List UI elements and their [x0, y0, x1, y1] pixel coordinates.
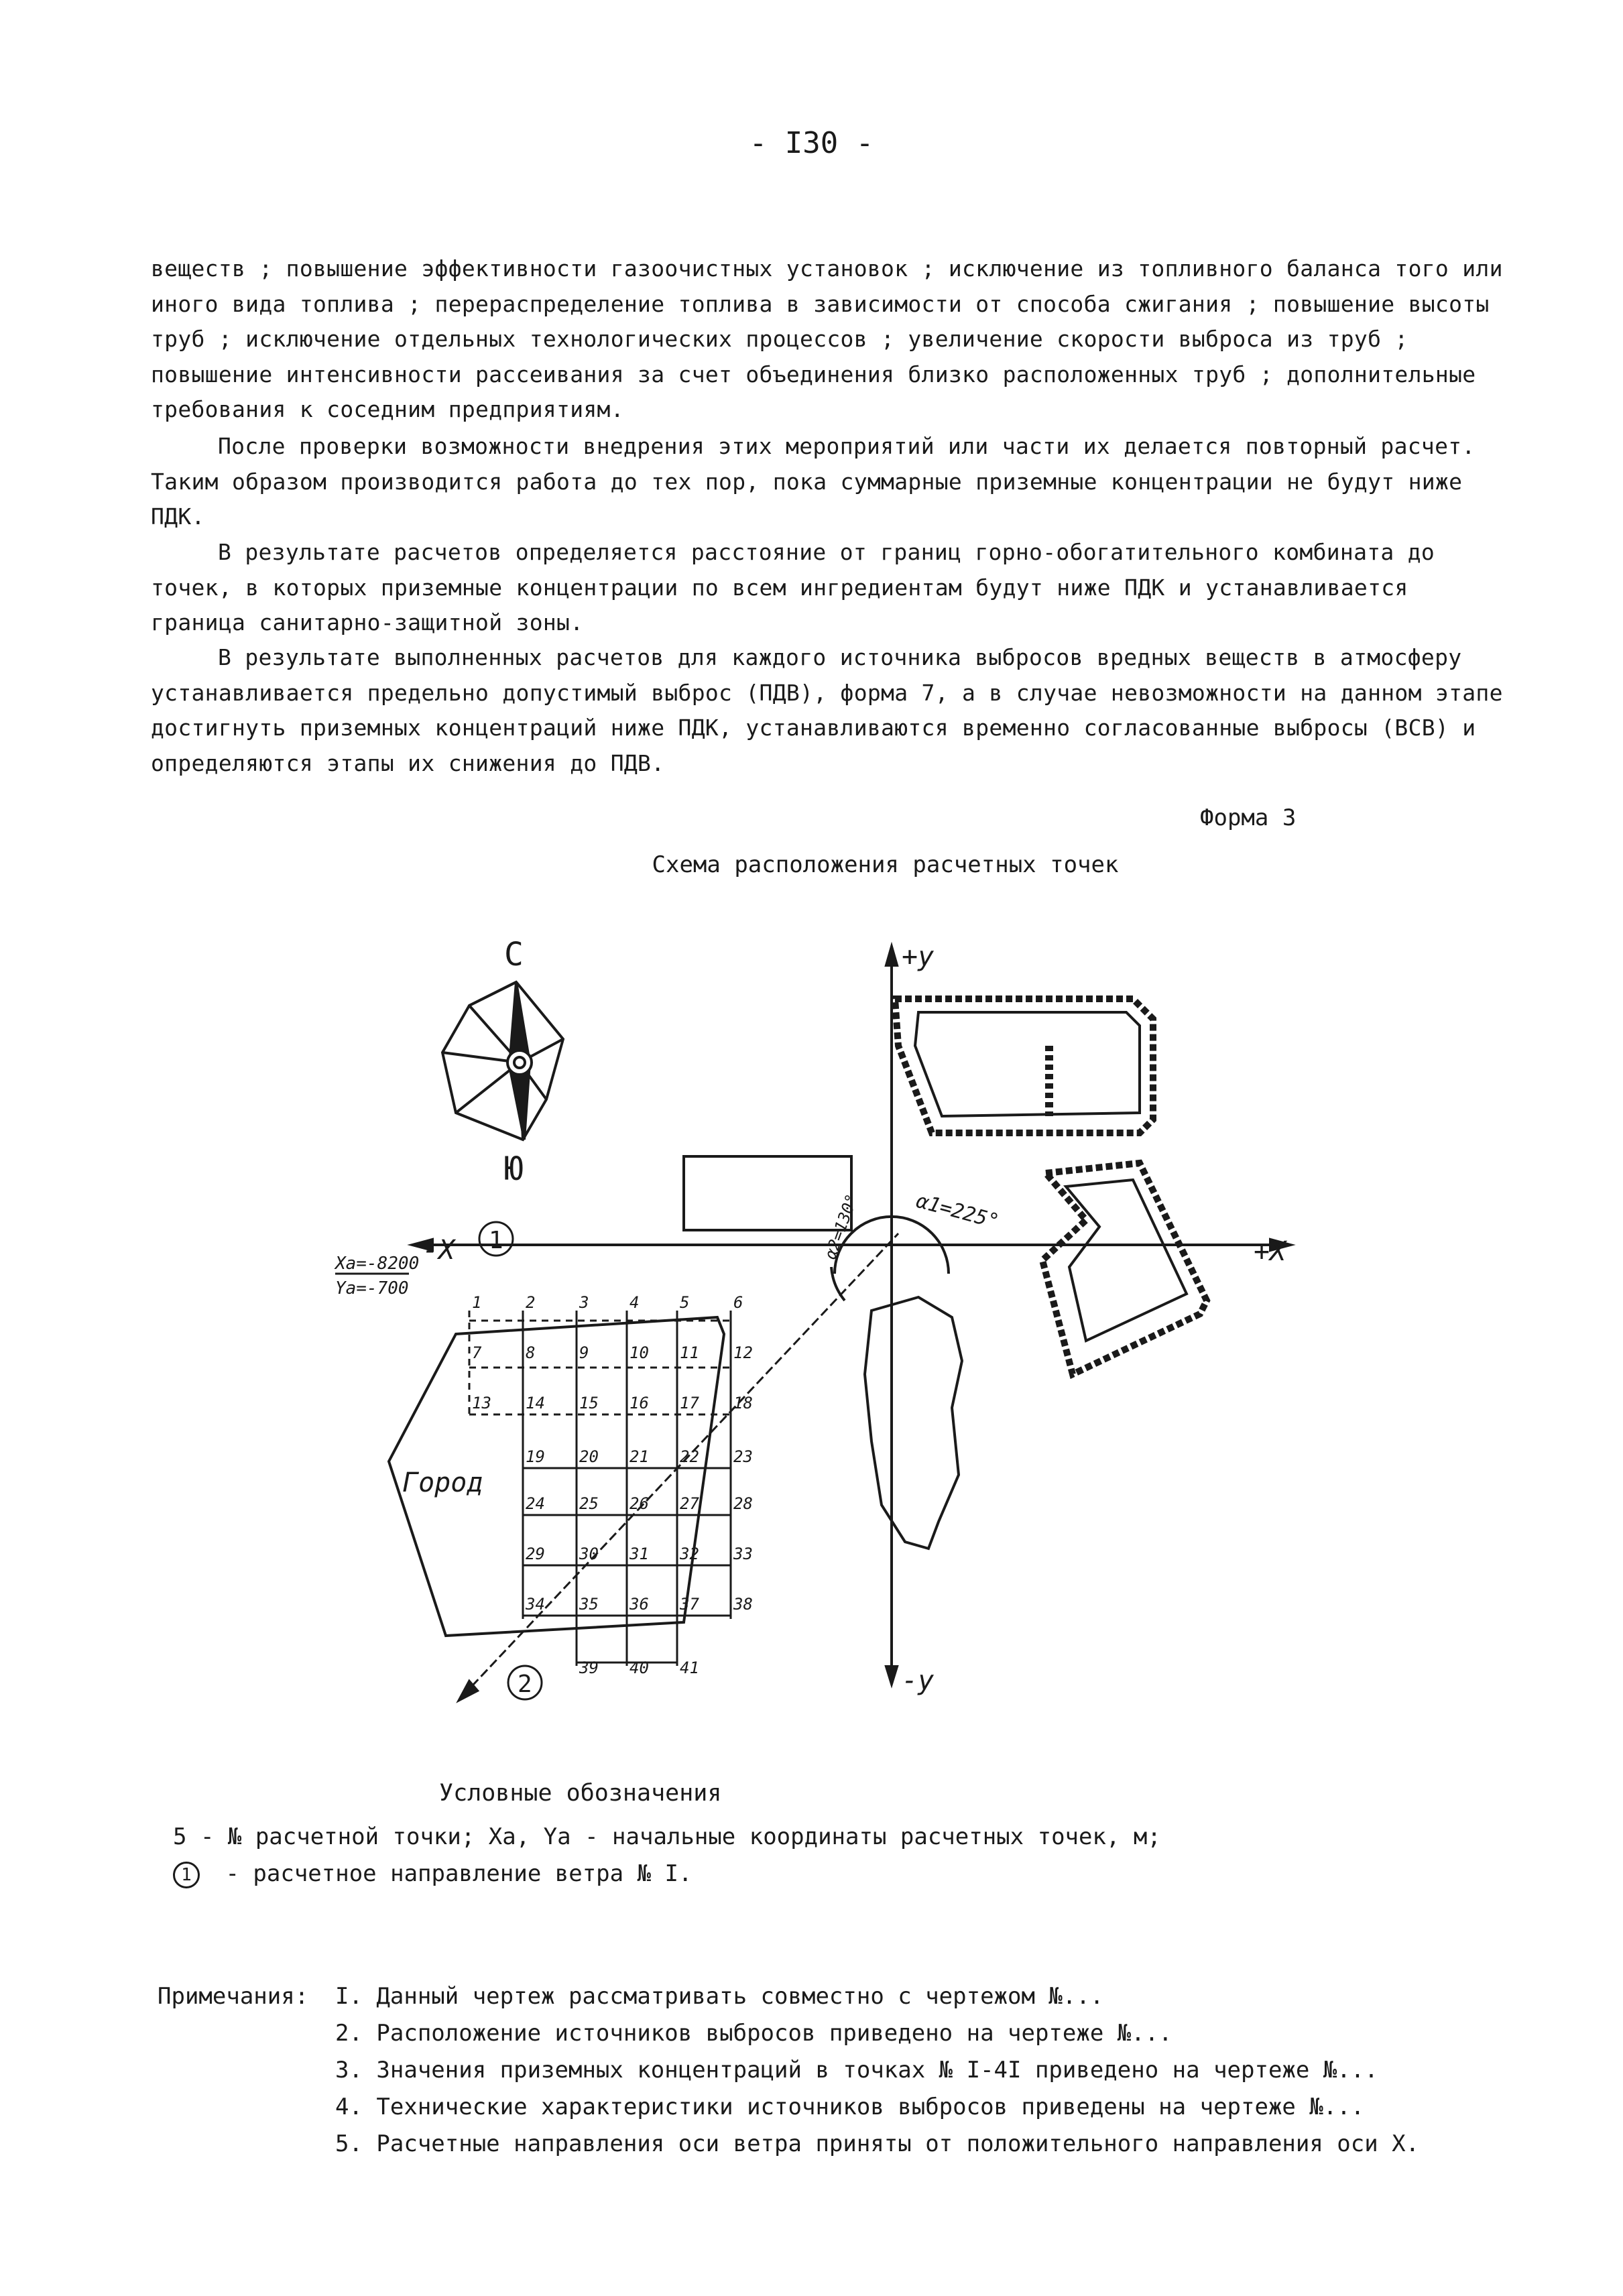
point-label: 16 — [629, 1394, 649, 1412]
page-number: - I30 - — [749, 126, 874, 160]
direction-symbol-icon: 1 — [173, 1862, 200, 1888]
city-label: Город — [402, 1467, 483, 1498]
legend-line-2 — [173, 1860, 692, 1888]
point-label: 4 — [629, 1293, 640, 1312]
note-5: 5. Расчетные направления оси ветра приняты от положительного направления оси X. — [335, 2130, 1420, 2157]
point-label: 29 — [526, 1545, 545, 1563]
axis-minus-y-label: -y — [902, 1665, 935, 1696]
point-label: 6 — [733, 1293, 743, 1312]
coordinate-axes — [412, 947, 1290, 1684]
point-label: 11 — [680, 1343, 699, 1362]
point-label: 28 — [733, 1494, 753, 1513]
direction-1-label: 1 — [489, 1227, 503, 1254]
point-label: 30 — [579, 1545, 599, 1563]
compass-south: Ю — [504, 1150, 524, 1188]
point-label: 34 — [526, 1595, 545, 1614]
origin-y-label: Ya=-700 — [335, 1278, 409, 1298]
point-label: 20 — [579, 1447, 599, 1466]
point-label: 12 — [733, 1343, 753, 1362]
point-label: 32 — [680, 1545, 699, 1563]
compass-north: С — [504, 936, 524, 973]
paragraph-3: В результате расчетов определяется расстояние от границ горно-обогатительного комбината до точек, в которых приземные концентрации по всем ингредиентам будут ниже ПДК и устанавливается граница санитарно-защитной зоны. — [151, 539, 1435, 636]
axis-plus-y-label: +y — [902, 941, 935, 972]
point-label: 41 — [680, 1658, 699, 1677]
point-label: 5 — [680, 1293, 690, 1312]
point-label: 2 — [526, 1293, 536, 1312]
point-label: 14 — [526, 1394, 545, 1412]
wind-rose — [442, 982, 563, 1140]
paragraph-2: После проверки возможности внедрения этих мероприятий или части их делается повторный расчет. Таким образом производится работа до тех пор, пока суммарные приземные концентрации не будут ниже ПДК. — [151, 433, 1476, 530]
note-3: 3. Значения приземных концентраций в точках № I-4I приведено на чертеже №... — [335, 2057, 1378, 2083]
legend-line-2-text: - расчетное направление ветра № I. — [225, 1860, 693, 1887]
point-label: 27 — [680, 1494, 699, 1513]
point-label: 31 — [629, 1545, 649, 1563]
point-label: 10 — [629, 1343, 649, 1362]
point-label: 26 — [629, 1494, 649, 1513]
legend-line-1: 5 - № расчетной точки; Xa, Ya - начальные координаты расчетных точек, м; — [173, 1823, 1161, 1850]
note-2: 2. Расположение источников выбросов приведено на чертеже №... — [335, 2020, 1173, 2047]
point-label: 21 — [629, 1447, 649, 1466]
note-4: 4. Технические характеристики источников выбросов приведены на чертеже №... — [335, 2094, 1365, 2120]
point-label: 39 — [579, 1658, 599, 1677]
paragraph-4: В результате выполненных расчетов для каждого источника выбросов вредных веществ в атмосферу устанавливается предельно допустимый выброс (ПДВ), форма 7, а в случае невозможности на данном этапе достигнуть приземных концентраций ниже ПДК, устанавливаются временно согласованные выбросы (ВСВ) и определяются этапы их снижения до ПДВ. — [151, 644, 1503, 776]
angle-1-label: α1=225° — [913, 1189, 1002, 1234]
point-label: 33 — [733, 1545, 753, 1563]
calculation-points-diagram — [0, 918, 1623, 1736]
direction-2-label: 2 — [518, 1671, 532, 1698]
form-label: Форма 3 — [1200, 804, 1297, 831]
angle-2-label: α2=130° — [821, 1191, 862, 1262]
axis-minus-x-label: -X — [422, 1235, 455, 1266]
point-label: 9 — [579, 1343, 589, 1362]
point-label: 24 — [526, 1494, 545, 1513]
scheme-title: Схема расположения расчетных точек — [652, 851, 1119, 878]
point-label: 7 — [472, 1343, 482, 1362]
axis-plus-x-label: +X — [1254, 1236, 1286, 1267]
point-label: 35 — [579, 1595, 599, 1614]
point-label: 36 — [629, 1595, 649, 1614]
point-label: 25 — [579, 1494, 599, 1513]
point-label: 38 — [733, 1595, 753, 1614]
note-1: I. Данный чертеж рассматривать совместно с чертежом №... — [335, 1983, 1104, 2010]
point-label: 23 — [733, 1447, 753, 1466]
point-label: 1 — [472, 1293, 482, 1312]
point-label: 15 — [579, 1394, 599, 1412]
plant-areas — [684, 999, 1207, 1549]
point-label: 18 — [733, 1394, 753, 1412]
origin-x-label: Xa=-8200 — [335, 1254, 420, 1274]
point-label: 40 — [629, 1658, 649, 1677]
point-labels — [472, 1293, 753, 1677]
point-label: 22 — [680, 1447, 699, 1466]
point-label: 3 — [579, 1293, 589, 1312]
point-label: 19 — [526, 1447, 545, 1466]
point-label: 37 — [680, 1595, 699, 1614]
legend-title: Условные обозначения — [439, 1780, 722, 1807]
paragraph-1: веществ ; повышение эффективности газоочистных установок ; исключение из топливного баланса того или иного вида топлива ; перераспределение топлива в зависимости от способа сжигания ; повышение высоты труб ; исключение отдельных технологических процессов ; увеличение скорости выброса из труб ; повышение интенсивности рассеивания за счет объединения близко расположенных труб ; дополнительные требования к соседним предприятиям. — [151, 255, 1503, 422]
point-label: 8 — [526, 1343, 536, 1362]
notes-header: Примечания: — [158, 1983, 309, 2010]
point-label: 13 — [472, 1394, 491, 1412]
point-label: 17 — [680, 1394, 699, 1412]
